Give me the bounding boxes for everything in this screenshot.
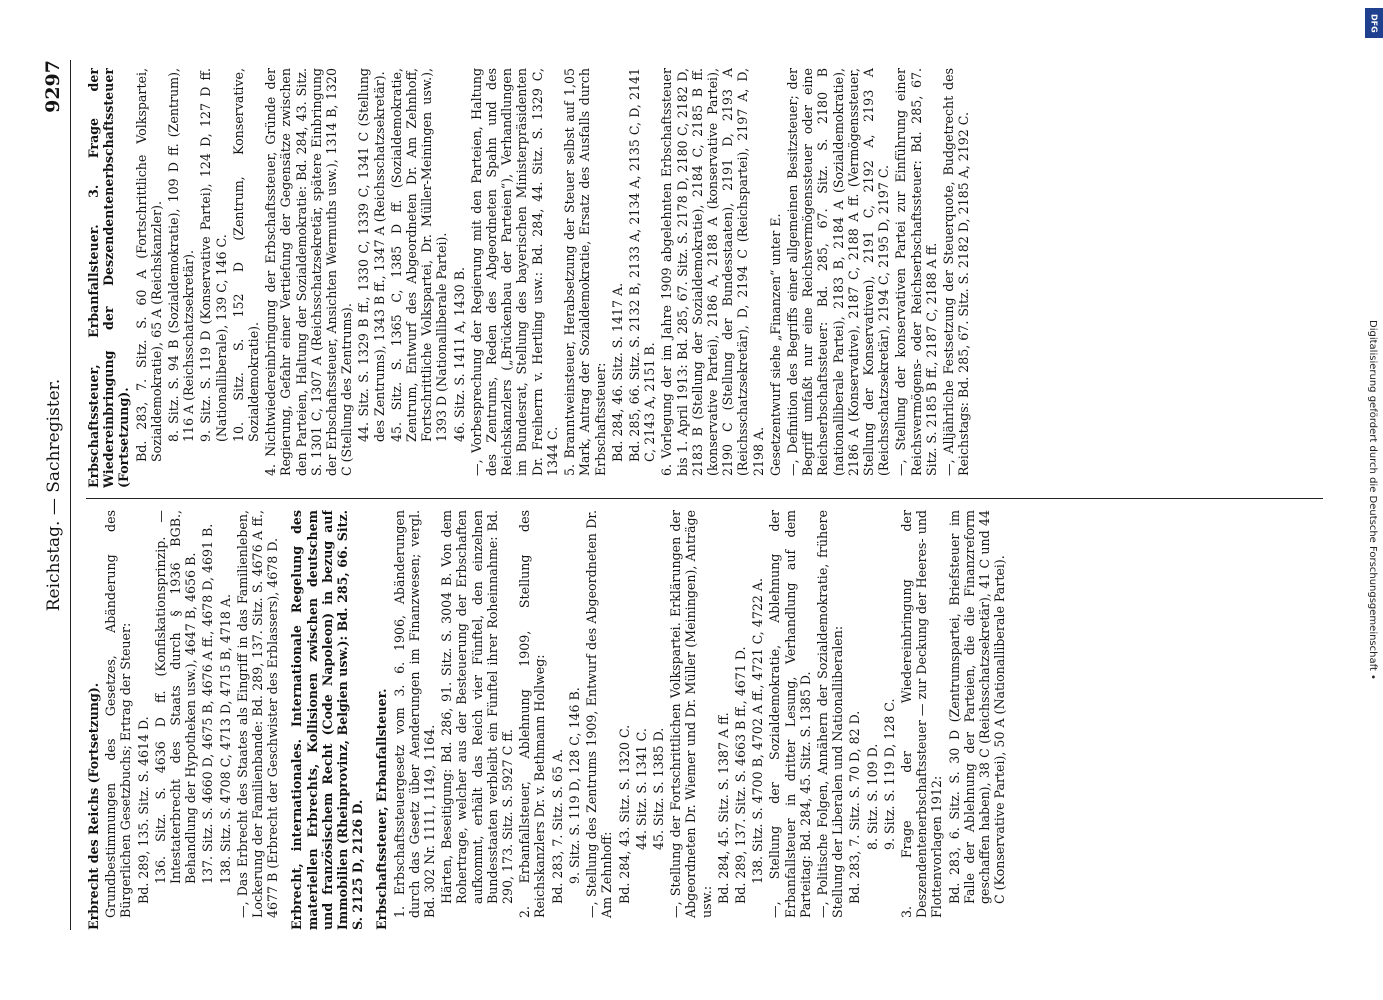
index-entry: 138. Sitz. S. 4708 C, 4713 D, 4715 B, 4718 A. [217,593,233,884]
index-entry: 2. Erbanfallsteuer, Ablehnung 1909, Stellung des Reichskanzlers Dr. v. Bethmann Hollweg: [517,510,548,918]
index-entry: 9. Sitz. S. 119 D (Konservative Partei), 124 D, 127 D ff. (Nationalliberale), 139 C, 146 C. [198,68,229,442]
index-entry: 44. Sitz. S. 1341 C. [633,728,649,850]
index-entry: —, Definition des Begriffs einer allgemeinen Besitzsteuer; der Begriff umfaßt nur eine Reichsvermögenssteuer oder eine Reichserbschaftssteuer: Bd. 285, 67. Sitz. S. 2180 B (nationalliberale Partei), 2183 B, 2184 A (Sozialdemokratie), 2186 A (Konservative), 2187 C, 2188 A ff. (Vermögenssteuer, Stellung der Konservativen), 2191 C, 2192 A, 2193 A (Reichsschatzsekretär), 2194 C, 2195 D, 2197 C. [784,68,892,476]
index-entry: —, Stellung des Zentrums 1909, Entwurf des Abgeordneten Dr. Am Zehnhoff: [584,510,615,918]
index-entry: Bd. 283, 7. Sitz. S. 60 A (Fortschrittliche Volkspartei, Sozialdemokratie), 65 A (Reichskanzler). [133,68,164,462]
index-entry: —, Das Erbrecht des Staates als Eingriff in das Familienleben, Lockerung der Familienbande: Bd. 289, 137. Sitz. S. 4676 A ff., 4677 B (Erbrecht der Geschwister des Erblassers), 4678 D. [234,510,281,918]
index-entry: —, Stellung der konservativen Partei zur Einführung einer Reichsvermögens- oder Reichserbschaftssteuer: Bd. 285, 67. Sitz. S. 2185 B ff., 2187 C, 2188 A ff. [893,68,939,476]
index-entry: 9. Sitz. S. 119 D, 128 C. [881,698,897,850]
index-entry: 45. Sitz. S. 1385 D. [650,727,666,850]
digitization-note [1361,0,1383,1000]
page-number: 9297 [42,60,64,113]
index-entry: Bd. 284, 45. Sitz. S. 1387 A ff. [715,712,731,904]
index-entry: 4. Nichtwiedereinbringung der Erbschaftssteuer, Gründe der Regierung, Gefahr einer Vertiefung der Gegensätze zwischen den Parteien, Haltung der Sozialdemokratie: Bd. 284, 43. Sitz. S. 1301 C, 1307 A (Reichsschatzsekretär, spätere Einbringung der Erbschaftssteuer, Ansichten Wermuths usw.), 1314 B, 1320 C (Stellung des Zentrums). [263,68,355,476]
index-heading: Erbschaftssteuer, Erbanfallsteuer. [374,688,390,930]
index-entry: 1. Erbschaftssteuergesetz vom 3. 6. 1906, Abänderungen durch das Gesetz über Aenderungen im Finanzwesen; vergl. Bd. 302 Nr. 1111, 1149, 1164. [391,510,438,918]
index-entry: —, Politische Folgen, Annähern der Sozialdemokratie, frühere Stellung der Liberalen und Nationalliberalen: [814,510,846,918]
index-entry: Härten, Beseitigung: Bd. 286, 91. Sitz. S. 3004 B. Von dem Rohertrage, welcher aus der Besteuerung der Erbschaften aufkommt, erhält das Reich vier Fünftel, den einzelnen Bundesstaaten verbleibt ein Fünftel ihrer Roheinnahme: Bd. 290, 173. Sitz. S. 5927 C ff. [439,510,516,904]
index-entry: Bd. 283, 7. Sitz. S. 70 D, 82 D. [847,710,863,904]
index-entry: 5. Branntweinsteuer, Herabsetzung der Steuer selbst auf 1,05 Mark, Antrag der Sozialdemokratie, Ersatz des Ausfalls durch Erbschaftssteuer: [562,68,608,476]
index-entry: Bd. 284, 43. Sitz. S. 1320 C. [616,724,632,904]
index-entry: —, Stellung der Fortschrittlichen Volkspartei. Erklärungen der Abgeordneten Dr. Wiemer und Dr. Müller (Meiningen), Anträge usw.: [668,510,714,918]
right-column [86,68,1323,488]
index-entry: Bd. 283, 6. Sitz. S. 30 D (Zentrumspartei, Briefsteuer im Falle der Ablehnung der Parteien, die die Finanzreform geschaffen haben), 38 C (Reichsschatzsekretär), 41 C und 44 C (Konservative Partei), 50 A (Nationalliberale Partei). [946,510,1008,904]
index-entry: 10. Sitz. S. 152 D (Zentrum, Konservative, Sozialdemokratie). [230,68,262,442]
dfg-logo-icon: DFG [1365,8,1383,38]
index-entry: Bd. 289, 137. Sitz. S. 4663 B ff., 4671 D. [732,646,748,904]
index-entry: 8. Sitz. S. 109 D. [864,743,880,850]
index-heading: Erbrecht, internationales. Internationale Regelung des materiellen Erbrechts, Kollisionen zwischen deutschem und französischem Recht (Code Napoleon) in bezug auf Immobilien (Rheinprovinz, Belgien usw.): Bd. 285, 66. Sitz. S. 2125 D, 2126 D. [289,510,366,930]
index-entry: Bd. 285, 66. Sitz. S. 2132 B, 2133 A, 2134 A, 2135 C, D, 2141 C, 2143 A, 2151 B. [626,68,658,462]
index-entry: 44. Sitz. S. 1329 B ff., 1330 C, 1339 C, 1341 C (Stellung des Zentrums), 1343 B ff., 1347 A (Reichsschatzsekretär). [356,68,387,442]
index-entry: 8. Sitz. S. 94 B (Sozialdemokratie), 109 D ff. (Zentrum), 116 A (Reichsschatzsekretär). [166,68,197,442]
digitization-text: Digitalisierung gefördert durch die Deutsche Forschungsgemeinschaft • [1367,320,1378,680]
running-title: Reichstag. — Sachregister. [44,378,64,612]
page-header [30,60,71,930]
index-entry: Gesetzentwurf siehe „Finanzen“ unter E. [767,213,783,476]
index-entry: 137. Sitz. S. 4660 D, 4675 B, 4676 A ff., 4678 D, 4691 B. [200,523,216,884]
index-entry: 45. Sitz. S. 1365 C, 1385 D ff. (Sozialdemokratie, Zentrum, Entwurf des Abgeordneten Dr. Am Zehnhoff, Fortschrittliche Volkspartei, Dr. Müller-Meiningen usw.), 1393 D (Nationalliberale Partei). [388,68,450,442]
spacer [282,510,289,930]
index-entry: 138. Sitz. S. 4700 B, 4702 A ff., 4721 C, 4722 A. [750,578,766,884]
index-entry: —, Vorbesprechung der Regierung mit den Parteien, Haltung des Zentrums, Reden des Abgeordneten Spahn und des Reichskanzlers („Brückenbau der Parteien“), Verhandlungen im Bundesrat, Stellung des bayerischen Ministerpräsidenten Dr. Freiherrn v. Hertling usw.: Bd. 284, 44. Sitz. S. 1329 C, 1344 C. [468,68,560,476]
index-entry: 9. Sitz. S. 119 D, 128 C, 146 B. [566,687,582,884]
index-entry: Bd. 284, 46. Sitz. S. 1417 A. [609,282,625,462]
column-divider [86,498,1323,499]
index-entry: 3. Frage der Wiedereinbringung der Deszendentenerbschaftssteuer — zur Deckung der Heeres- und Flottenvorlagen 1912: [898,510,945,918]
index-entry: Grundbestimmungen des Gesetzes, Abänderung des Bürgerlichen Gesetzbuchs; Ertrag der Steuer: [103,510,134,918]
spacer [367,510,374,930]
index-entry: 6. Vorlegung der im Jahre 1909 abgelehnten Erbschaftssteuer bis 1. April 1913: Bd. 285, 67. Sitz. S. 2178 D, 2180 C, 2182 D, 2183 B (Stellung der Sozialdemokratie), 2184 C, 2185 B ff. (konservative Partei), 2186 A, 2188 A (konservative Partei), 2190 C (Stellung der Bundesstaaten), 2191 D, 2193 A (Reichsschatzsekretär), D, 2194 C (Reichspartei), 2197 A, D, 2198 A. [659,68,766,476]
index-heading: Erbschaftssteuer, Erbanfallsteuer. 3. Frage der Wiedereinbringung der Deszendentenerbschaftssteuer (Fortsetzung). [86,68,132,488]
index-heading: Erbrecht des Reichs (Fortsetzung). [86,682,101,930]
index-entry: —, Stellung der Sozialdemokratie, Ablehnung der Erbanfallsteuer in dritter Lesung, Verhandlung auf dem Parteitag: Bd. 284, 45. Sitz. S. 1385 D. [767,510,813,918]
index-entry: 46. Sitz. S. 1411 A, 1430 B. [451,266,467,442]
index-entry: Bd. 283, 7. Sitz. S. 65 A. [549,748,565,904]
index-entry: —, Alljährliche Festsetzung der Steuerquote, Budgetrecht des Reichstags: Bd. 285, 67. Sitz. S. 2182 D, 2185 A, 2192 C. [940,68,972,476]
left-column [86,510,1323,930]
index-entry: Bd. 289, 135. Sitz. S. 4614 D. [135,716,151,904]
index-entry: 136. Sitz. S. 4636 D ff. (Konfiskationsprinzip. — Intestaterbrecht des Staats durch § 1936 BGB., Behandlung der Hypotheken usw.), 4647 B, 4656 B. [152,510,199,884]
